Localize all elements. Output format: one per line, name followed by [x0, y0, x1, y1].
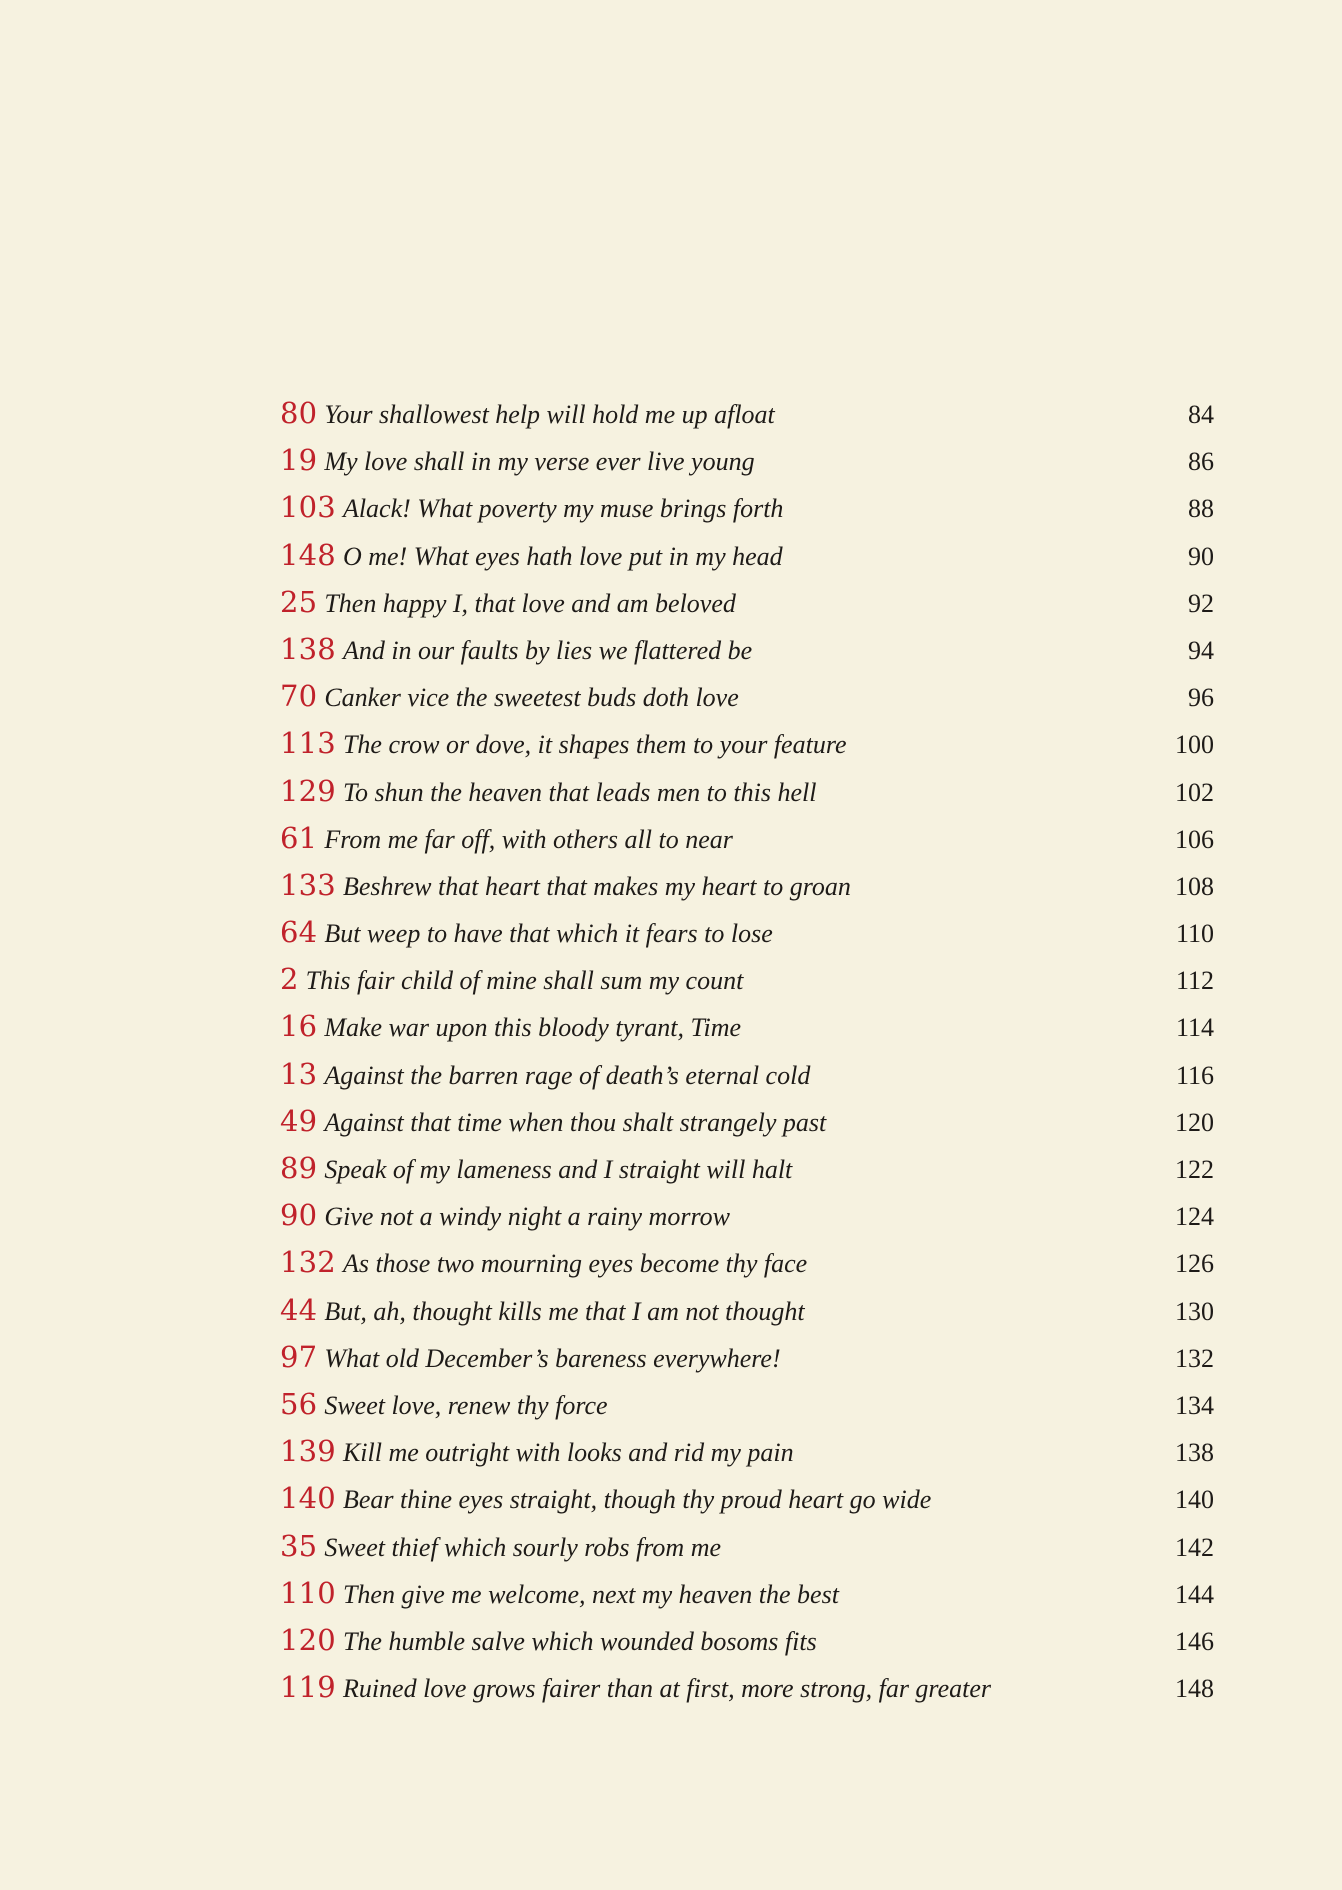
toc-entry: [280, 774, 1220, 821]
toc-entry: [280, 962, 1220, 1009]
sonnet-first-line: But, ah, thought kills me that I am not thought: [324, 1296, 805, 1326]
page-number: 124: [1175, 1202, 1214, 1232]
sonnet-number: 80: [280, 396, 318, 430]
page-number: 120: [1175, 1107, 1214, 1137]
page-number: 148: [1175, 1674, 1214, 1704]
sonnet-number: 120: [280, 1622, 336, 1657]
toc-entry: [280, 1009, 1220, 1056]
toc-entry: [280, 538, 1220, 585]
sonnet-first-line: O me! What eyes hath love put in my head: [342, 541, 783, 571]
toc-entry: [280, 1529, 1220, 1576]
sonnet-number: 49: [280, 1103, 318, 1138]
page-number: 130: [1175, 1296, 1214, 1326]
page-number: 132: [1175, 1343, 1214, 1373]
page-number: 142: [1175, 1532, 1214, 1562]
toc-entry: [280, 1623, 1220, 1670]
toc-entry: [280, 490, 1220, 537]
toc-entry: [280, 1293, 1220, 1340]
toc-entry: [280, 585, 1220, 632]
toc-entry: [280, 1057, 1220, 1104]
sonnet-first-line: Then give me welcome, next my heaven the best: [342, 1579, 839, 1609]
sonnet-number: 13: [280, 1056, 318, 1091]
sonnet-number: 113: [280, 726, 336, 761]
sonnet-first-line: Against that time when thou shalt strangely past: [324, 1107, 827, 1137]
sonnet-first-line: The humble salve which wounded bosoms fits: [342, 1626, 817, 1656]
sonnet-number: 119: [280, 1670, 336, 1705]
page-number: 126: [1175, 1249, 1214, 1279]
page-number: 122: [1175, 1155, 1214, 1184]
sonnet-number: 129: [280, 773, 336, 808]
sonnet-first-line: Kill me outright with looks and rid my pain: [342, 1438, 794, 1468]
toc-entry: [280, 1481, 1220, 1528]
page-number: 90: [1188, 541, 1214, 571]
page-number: 96: [1188, 683, 1214, 713]
sonnet-number: 90: [280, 1198, 318, 1233]
toc-entry: [280, 1670, 1220, 1717]
sonnet-first-line: Beshrew that heart that makes my heart to groan: [342, 871, 851, 901]
table-of-contents: [280, 396, 1220, 1717]
toc-entry: [280, 821, 1220, 868]
sonnet-number: 2: [280, 962, 299, 997]
sonnet-number: 25: [280, 584, 318, 619]
sonnet-number: 35: [280, 1528, 318, 1563]
sonnet-number: 148: [280, 537, 336, 572]
sonnet-number: 64: [280, 915, 318, 950]
sonnet-number: 97: [280, 1339, 318, 1374]
toc-entry: [280, 868, 1220, 915]
page-number: 140: [1175, 1485, 1214, 1515]
sonnet-number: 110: [280, 1575, 336, 1610]
page-number: 116: [1175, 1060, 1214, 1090]
sonnet-first-line: Sweet thief which sourly robs from me: [324, 1532, 722, 1562]
page-number: 110: [1175, 919, 1214, 949]
page-number: 134: [1175, 1390, 1214, 1420]
sonnet-first-line: Against the barren rage of death’s eternal cold: [324, 1060, 811, 1090]
sonnet-first-line: As those two mourning eyes become thy face: [342, 1249, 808, 1279]
sonnet-first-line: But weep to have that which it fears to lose: [324, 919, 773, 949]
sonnet-number: 19: [280, 443, 318, 478]
sonnet-number: 61: [280, 820, 318, 855]
page-number: 88: [1188, 494, 1214, 524]
page-number: 138: [1175, 1438, 1214, 1468]
toc-entry: [280, 679, 1220, 726]
page-number: 112: [1175, 966, 1214, 996]
sonnet-first-line: Then happy I, that love and am beloved: [324, 588, 736, 618]
sonnet-first-line: Sweet love, renew thy force: [324, 1390, 608, 1420]
toc-entry: [280, 915, 1220, 962]
sonnet-first-line: Speak of my lameness and I straight will halt: [324, 1155, 793, 1184]
toc-entry: [280, 1576, 1220, 1623]
toc-entry: [280, 632, 1220, 679]
sonnet-first-line: Bear thine eyes straight, though thy proud heart go wide: [342, 1485, 932, 1515]
toc-entry: [280, 1340, 1220, 1387]
toc-entry: [280, 1198, 1220, 1245]
sonnet-first-line: My love shall in my verse ever live young: [324, 447, 755, 477]
sonnet-number: 139: [280, 1434, 336, 1469]
page-number: 86: [1188, 447, 1214, 477]
page-number: 146: [1175, 1626, 1214, 1656]
sonnet-number: 138: [280, 631, 336, 666]
page-number: 106: [1175, 824, 1214, 854]
toc-entry: [280, 1151, 1220, 1198]
toc-entry: [280, 1387, 1220, 1434]
sonnet-first-line: From me far off, with others all to near: [324, 824, 733, 854]
sonnet-first-line: What old December’s bareness everywhere!: [324, 1343, 781, 1373]
page-number: 100: [1175, 730, 1214, 760]
sonnet-first-line: This fair child of mine shall sum my count: [305, 966, 744, 996]
toc-entry: [280, 1104, 1220, 1151]
sonnet-first-line: The crow or dove, it shapes them to your feature: [342, 730, 847, 760]
page-number: 94: [1188, 635, 1214, 665]
sonnet-first-line: Ruined love grows fairer than at first, more strong, far greater: [342, 1674, 992, 1704]
toc-entry: [280, 1434, 1220, 1481]
toc-entry: [280, 443, 1220, 490]
sonnet-number: 16: [280, 1009, 318, 1044]
sonnet-first-line: Give not a windy night a rainy morrow: [324, 1202, 730, 1232]
sonnet-first-line: Your shallowest help will hold me up afloat: [324, 400, 775, 429]
sonnet-first-line: To shun the heaven that leads men to this hell: [342, 777, 817, 807]
sonnet-number: 103: [280, 490, 336, 525]
sonnet-number: 44: [280, 1292, 318, 1327]
page-number: 108: [1175, 871, 1214, 901]
page-number: 102: [1175, 777, 1214, 807]
sonnet-number: 133: [280, 867, 336, 902]
toc-entry: [280, 726, 1220, 773]
sonnet-number: 89: [280, 1151, 318, 1185]
sonnet-first-line: Make war upon this bloody tyrant, Time: [324, 1013, 742, 1043]
sonnet-number: 70: [280, 679, 318, 714]
sonnet-first-line: And in our faults by lies we flattered be: [342, 635, 753, 665]
page-number: 114: [1175, 1013, 1214, 1043]
sonnet-number: 56: [280, 1386, 318, 1421]
sonnet-first-line: Canker vice the sweetest buds doth love: [324, 683, 739, 713]
toc-entry: [280, 396, 1220, 443]
toc-entry: [280, 1245, 1220, 1292]
sonnet-first-line: Alack! What poverty my muse brings forth: [342, 494, 784, 524]
sonnet-number: 140: [280, 1481, 336, 1516]
page-number: 84: [1188, 400, 1214, 429]
page-number: 92: [1188, 588, 1214, 618]
sonnet-number: 132: [280, 1245, 336, 1280]
page-number: 144: [1175, 1579, 1214, 1609]
